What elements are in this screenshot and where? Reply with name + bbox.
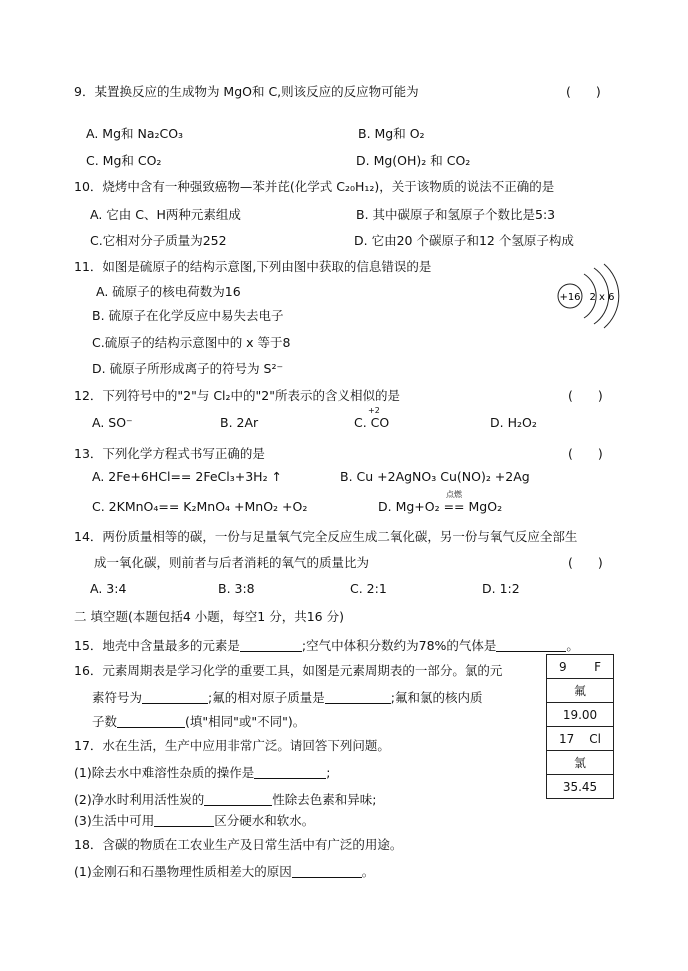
q15-part3: 。 bbox=[566, 638, 579, 653]
q13-option-b: B. Cu +2AgNO₃ Cu(NO)₂ +2Ag bbox=[340, 469, 530, 484]
q14-option-d: D. 1:2 bbox=[482, 581, 520, 596]
q14-option-c: C. 2:1 bbox=[350, 581, 387, 596]
q15-blank-2[interactable] bbox=[496, 638, 566, 652]
q17-part1-end: ; bbox=[326, 765, 331, 780]
chlorine-name: 氯 bbox=[547, 751, 614, 775]
q18-part1 bbox=[74, 862, 374, 880]
q14-option-b: B. 3:8 bbox=[218, 581, 255, 596]
q17-part3-end: 区分硬水和软水。 bbox=[214, 813, 315, 828]
q10-option-a: A. 它由 C、H两种元素组成 bbox=[90, 207, 241, 222]
q13-option-a: A. 2Fe+6HCl== 2FeCl₃+3H₂ ↑ bbox=[92, 469, 283, 484]
q16-line3 bbox=[92, 712, 305, 730]
electron-counts: 2 x 6 bbox=[589, 292, 615, 303]
q11-option-a: A. 硫原子的核电荷数为16 bbox=[96, 284, 241, 299]
q9-answer-paren: ( ) bbox=[566, 84, 601, 99]
q16-line2 bbox=[92, 688, 482, 706]
q11-option-d: D. 硫原子所形成离子的符号为 S²⁻ bbox=[92, 361, 284, 376]
q9-option-c: C. Mg和 CO₂ bbox=[86, 153, 162, 168]
q15-blank-1[interactable] bbox=[240, 638, 302, 652]
q17-part3-text: (3)生活中可用 bbox=[74, 813, 155, 828]
q9-option-d: D. Mg(OH)₂ 和 CO₂ bbox=[356, 153, 471, 168]
chlorine-mass: 35.45 bbox=[547, 775, 614, 799]
q12-option-a: A. SO⁻ bbox=[92, 415, 133, 430]
q15-line bbox=[74, 636, 579, 654]
q12-option-c: C. CO bbox=[354, 415, 390, 430]
q18-part1-text: (1)金刚石和石墨物理性质相差大的原因 bbox=[74, 864, 292, 879]
q16-line3-b: (填"相同"或"不同")。 bbox=[185, 714, 306, 729]
chlorine-symbol: Cl bbox=[589, 731, 601, 746]
q16-line2-b: ;氟的相对原子质量是 bbox=[208, 690, 325, 705]
q9-option-b: B. Mg和 O₂ bbox=[358, 126, 425, 141]
q13-option-c: C. 2KMnO₄== K₂MnO₄ +MnO₂ +O₂ bbox=[92, 499, 308, 514]
fluorine-mass: 19.00 bbox=[547, 703, 614, 727]
q9-stem: 9．某置换反应的生成物为 MgO和 C,则该反应的反应物可能为 bbox=[74, 84, 419, 99]
q12-option-c-valence: +2 bbox=[368, 406, 380, 415]
q17-blank-3[interactable] bbox=[154, 813, 214, 827]
nucleus-charge: +16 bbox=[559, 292, 581, 303]
q17-part3 bbox=[74, 811, 314, 829]
q17-part2-end: 性除去色素和异味; bbox=[272, 792, 377, 807]
q17-part2 bbox=[74, 790, 376, 808]
q17-blank-1[interactable] bbox=[254, 765, 326, 779]
chlorine-number: 17 bbox=[559, 731, 575, 746]
q17-part2-text: (2)净水时利用活性炭的 bbox=[74, 792, 205, 807]
q9-option-a: A. Mg和 Na₂CO₃ bbox=[86, 126, 184, 141]
q18-stem: 18．含碳的物质在工农业生产及日常生活中有广泛的用途。 bbox=[74, 837, 403, 852]
q14-stem-line1: 14．两份质量相等的碳，一份与足量氧气完全反应生成二氧化碳，另一份与氧气反应全部生 bbox=[74, 529, 578, 544]
fluorine-number: 9 bbox=[559, 659, 567, 674]
q11-option-b: B. 硫原子在化学反应中易失去电子 bbox=[92, 308, 284, 323]
q10-option-c: C.它相对分子质量为252 bbox=[90, 233, 227, 248]
q12-option-b: B. 2Ar bbox=[220, 415, 259, 430]
q16-blank-protons[interactable] bbox=[117, 714, 185, 728]
q13-option-d: D. Mg+O₂ == MgO₂ bbox=[378, 499, 503, 514]
q14-option-a: A. 3:4 bbox=[90, 581, 127, 596]
q14-answer-paren: ( ) bbox=[568, 555, 603, 570]
q11-stem: 11．如图是硫原子的结构示意图,下列由图中获取的信息错误的是 bbox=[74, 259, 432, 274]
periodic-table-excerpt bbox=[546, 654, 614, 799]
fluorine-symbol: F bbox=[594, 659, 601, 674]
q12-answer-paren: ( ) bbox=[568, 388, 603, 403]
q13-option-d-condition: 点燃 bbox=[446, 490, 462, 499]
q10-stem: 10．烧烤中含有一种强致癌物—苯并芘(化学式 C₂₀H₁₂)，关于该物质的说法不正确的是 bbox=[74, 179, 555, 194]
q13-answer-paren: ( ) bbox=[568, 446, 603, 461]
q16-blank-mass[interactable] bbox=[325, 690, 391, 704]
q12-option-d: D. H₂O₂ bbox=[490, 415, 537, 430]
q18-blank-1[interactable] bbox=[292, 864, 362, 878]
q17-part1-text: (1)除去水中难溶性杂质的操作是 bbox=[74, 765, 255, 780]
q17-part1 bbox=[74, 763, 330, 781]
q12-stem: 12．下列符号中的"2"与 Cl₂中的"2"所表示的含义相似的是 bbox=[74, 388, 400, 403]
q13-stem: 13．下列化学方程式书写正确的是 bbox=[74, 446, 265, 461]
q16-line3-a: 子数 bbox=[92, 714, 118, 729]
q15-part2: ;空气中体积分数约为78%的气体是 bbox=[301, 638, 497, 653]
q16-line2-a: 素符号为 bbox=[92, 690, 143, 705]
q16-line2-c: ;氟和氯的核内质 bbox=[390, 690, 483, 705]
q10-option-b: B. 其中碳原子和氢原子个数比是5:3 bbox=[356, 207, 556, 222]
q10-option-d: D. 它由20 个碳原子和12 个氢原子构成 bbox=[354, 233, 574, 248]
section-2-heading: 二 填空题(本题包括4 小题，每空1 分，共16 分) bbox=[74, 609, 344, 624]
q17-stem: 17．水在生活，生产中应用非常广泛。请回答下列问题。 bbox=[74, 738, 390, 753]
q17-blank-2[interactable] bbox=[204, 792, 272, 806]
sulfur-atom-diagram bbox=[550, 260, 622, 332]
q16-blank-symbol[interactable] bbox=[142, 690, 208, 704]
q15-part1: 15．地壳中含量最多的元素是 bbox=[74, 638, 240, 653]
q18-part1-end: 。 bbox=[361, 864, 375, 879]
q16-line1: 16．元素周期表是学习化学的重要工具，如图是元素周期表的一部分。氯的元 bbox=[74, 663, 503, 678]
fluorine-name: 氟 bbox=[547, 679, 614, 703]
q14-stem-line2: 成一氧化碳，则前者与后者消耗的氧气的质量比为 bbox=[94, 555, 370, 570]
q11-option-c: C.硫原子的结构示意图中的 x 等于8 bbox=[92, 335, 291, 350]
